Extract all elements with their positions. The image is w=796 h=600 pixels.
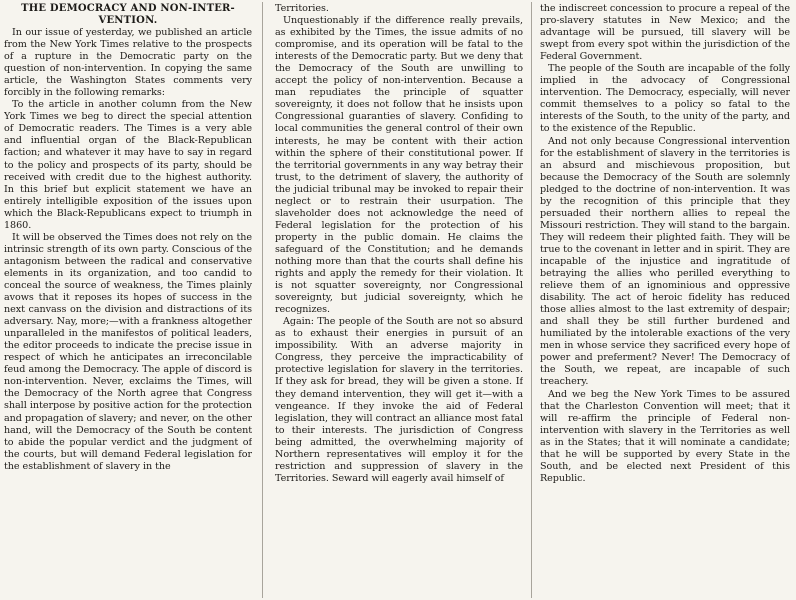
article-column-1: [4, 3, 252, 597]
column-rule: [531, 2, 532, 598]
headline-line-2: VENTION.: [98, 14, 158, 26]
paragraph: And not only because Congressional intervention for the establishment of slavery in the territories is an absurd and mischievous proposition, but because the Democracy of the South are solemnly pledged to the doctrine of non-intervention. It was by the recognition of this principle that they persuaded their northern allies to repeal the Missouri restriction. They will stand to the bargain. They will redeem their plighted faith. They will be true to the covenant in letter and in spirit. They are incapable of the injustice and ingratitude of betraying the allies who perilled everything to relieve them of an ignominious and oppressive disability. The act of heroic fidelity has reduced those allies almost to the last extremity of despair; and shall they be still further burdened and humiliated by the intolerable exactions of the very men in whose service they sacrificed every hope of power and preferment? Never! The Democracy of the South, we repeat, are incapable of such treachery.: [540, 135, 790, 388]
article-headline: [4, 3, 252, 26]
paragraph: Again: The people of the South are not so absurd as to exhaust their energies in pursuit of an impossibility. With an adverse majority in Congress, they perceive the impracticability of protective legislation for slavery in the territories. If they ask for bread, they will be given a stone. If they demand intervention, they will get it—with a vengeance. If they invoke the aid of Federal legislation, they will contract an alliance most fatal to their interests. The jurisdiction of Congress being admitted, the overwhelming majority of Northern representatives will employ it for the restriction and suppression of slavery in the Territories. Seward will eagerly avail himself of: [275, 316, 523, 484]
article-column-3: [540, 3, 790, 597]
article-column-2: [275, 3, 523, 597]
paragraph: It will be observed the Times does not rely on the intrinsic strength of its own party. Conscious of the antagonism between the radical and conservative elements in its organization, and too candid to conceal the source of weakness, the Times plainly avows that it reposes its hopes of success in the next canvass on the division and distractions of its adversary. Nay, more;—with a frankness altogether unparalleled in the manifestos of political leaders, the editor proceeds to indicate the precise issue in respect of which he anticipates an irreconcilable feud among the Democracy. The apple of discord is non-intervention. Never, exclaims the Times, will the Democracy of the North agree that Congress shall interpose by positive action for the protection and propagation of slavery; and never, on the other hand, will the Democracy of the South be content to abide the popular verdict and the judgment of the courts, but will demand Federal legislation for the establishment of slavery in the: [4, 231, 252, 472]
headline-line-1: THE DEMOCRACY AND NON-INTER-: [21, 3, 235, 14]
paragraph: the indiscreet concession to procure a repeal of the pro-slavery statutes in New Mexico; and the advantage will be pursued, till slavery will be swept from every spot within the jurisdiction of the Federal Government.: [540, 3, 790, 63]
paragraph: Territories.: [275, 3, 329, 14]
paragraph: To the article in another column from the New York Times we beg to direct the special attention of Democratic readers. The Times is a very able and influential organ of the Black-Republican faction; and whatever it may have to say in regard to the policy and prospects of its party, should be received with credit due to the highest authority. In this brief but explicit statement we have an entirely intelligible exposition of the issues upon which the Black-Republicans expect to triumph in 1860.: [4, 99, 252, 231]
paragraph: In our issue of yesterday, we published an article from the New York Times relative to the prospects of a rupture in the Democratic party on the question of non-intervention. In copying the same article, the Washington States comments very forcibly in the following remarks:: [4, 27, 252, 99]
paragraph: And we beg the New York Times to be assured that the Charleston Convention will meet; that it will re-affirm the principle of Federal non-intervention with slavery in the Territories as well as in the States; that it will nominate a candidate; that he will be supported by every State in the South, and be elected next President of this Republic.: [540, 388, 790, 484]
paragraph: The people of the South are incapable of the folly implied in the advocacy of Congressional intervention. The Democracy, especially, will never commit themselves to a policy so fatal to the interests of the South, to the unity of the party, and to the existence of the Republic.: [540, 63, 790, 135]
column-rule: [262, 2, 263, 598]
paragraph: Unquestionably if the difference really prevails, as exhibited by the Times, the issue admits of no compromise, and its operation will be fatal to the interests of the Democratic party. But we deny that the Democracy of the South are unwilling to accept the policy of non-intervention. Because a man repudiates the principle of squatter sovereignty, it does not follow that he insists upon Congressional guaranties of slavery. Confiding to local communities the general control of their own interests, he may be content with their action within the sphere of their constitutional power. If the territorial governments in any way betray their trust, to the detriment of slavery, the authority of the judicial tribunal may be invoked to repair their neglect or to restrain their usurpation. The slaveholder does not acknowledge the need of Federal legislation for the protection of his property in the public domain. He claims the safeguard of the Constitution; and he demands nothing more than that the courts shall define his rights and apply the remedy for their violation. It is not squatter sovereignty, nor Congressional sovereignty, but judicial sovereignty, which he recognizes.: [275, 15, 523, 316]
